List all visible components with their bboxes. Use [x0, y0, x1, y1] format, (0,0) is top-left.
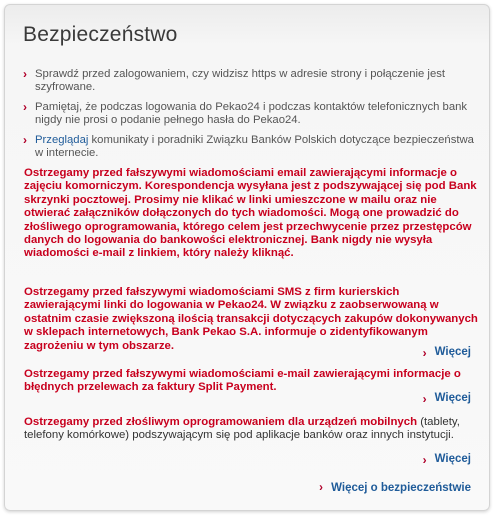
more-link-courier-sms[interactable] [423, 346, 471, 358]
alert-mobile-malware [24, 416, 479, 443]
alert-text: Ostrzegamy przed fałszywymi wiadomościami email zawierającymi informacje o zajęciu komorniczym. Korespondencja wysyłana jest z podszywającej się pod Bank skrzynki pocztowej. Prosimy nie klikać w linki umieszczone w mailu oraz nie otwierać załączników dołączonych do tych wiadomości. Mogą one prowadzić do złośliwego oprogramowania, którego celem jest przechwycenie przez przestępców danych do logowania do bankowości elektronicznej. Bank nigdy nie wysyła wiadomości e-mail z linkiem, który należy kliknąć. [24, 167, 477, 260]
footer-more-label: Więcej o bezpieczeństwie [331, 482, 471, 494]
tip-text: Pamiętaj, że podczas logowania do Pekao24 i podczas kontaktów telefonicznych bank nigdy nie prosi o podanie pełnego hasła do Pekao24. [35, 101, 468, 126]
alert-text: Ostrzegamy przed fałszywymi wiadomościami SMS z firm kurierskich zawierającymi linki do logowania w Pekao24. W związku z zaobserwowaną w ostatnim czasie zwiększoną ilością transakcji dotyczących zakupów dokonywanych w sklepach internetowych, Bank Pekao S.A. informuje o zidentyfikowanym zagrożeniu w tym obszarze. [24, 286, 478, 352]
chevron-right-icon: › [319, 482, 323, 494]
more-about-security-link[interactable] [319, 482, 471, 494]
alert-text-bold: Ostrzegamy przed złośliwym oprogramowaniem dla urządzeń mobilnych [24, 416, 418, 428]
chevron-right-icon: › [422, 346, 427, 360]
more-label: Więcej [434, 453, 471, 465]
alert-split-payment [24, 368, 479, 395]
security-tips-list [23, 68, 478, 167]
tip-item [23, 68, 478, 94]
section-title: Bezpieczeństwo [23, 23, 178, 46]
chevron-right-icon: › [422, 392, 427, 406]
security-panel [4, 4, 490, 511]
alert-bailiff-email [24, 167, 479, 261]
chevron-right-icon: › [23, 100, 27, 114]
alert-courier-sms [24, 286, 479, 353]
chevron-right-icon: › [422, 453, 427, 467]
tip-text: komunikaty i poradniki Związku Banków Polskich dotyczące bezpieczeństwa w internecie. [35, 134, 474, 159]
tip-text: Sprawdź przed zalogowaniem, czy widzisz https w adresie strony i połączenie jest szyfrowane. [35, 68, 446, 93]
chevron-right-icon: › [23, 67, 27, 81]
tip-item [23, 134, 478, 160]
more-label: Więcej [434, 392, 471, 404]
chevron-right-icon: › [23, 133, 27, 147]
browse-link[interactable]: Przeglądaj [35, 134, 89, 146]
more-label: Więcej [434, 346, 471, 358]
more-link-mobile-malware[interactable] [423, 453, 471, 465]
alert-text-normal: (tablety, telefony komórkowe) podszywającym się pod aplikacje banków oraz innych instytucji. [24, 416, 460, 442]
alert-text: Ostrzegamy przed fałszywymi wiadomościami e-mail zawierającymi informacje o błędnych przelewach za faktury Split Payment. [24, 368, 461, 394]
more-link-split-payment[interactable] [423, 392, 471, 404]
tip-item [23, 101, 478, 127]
